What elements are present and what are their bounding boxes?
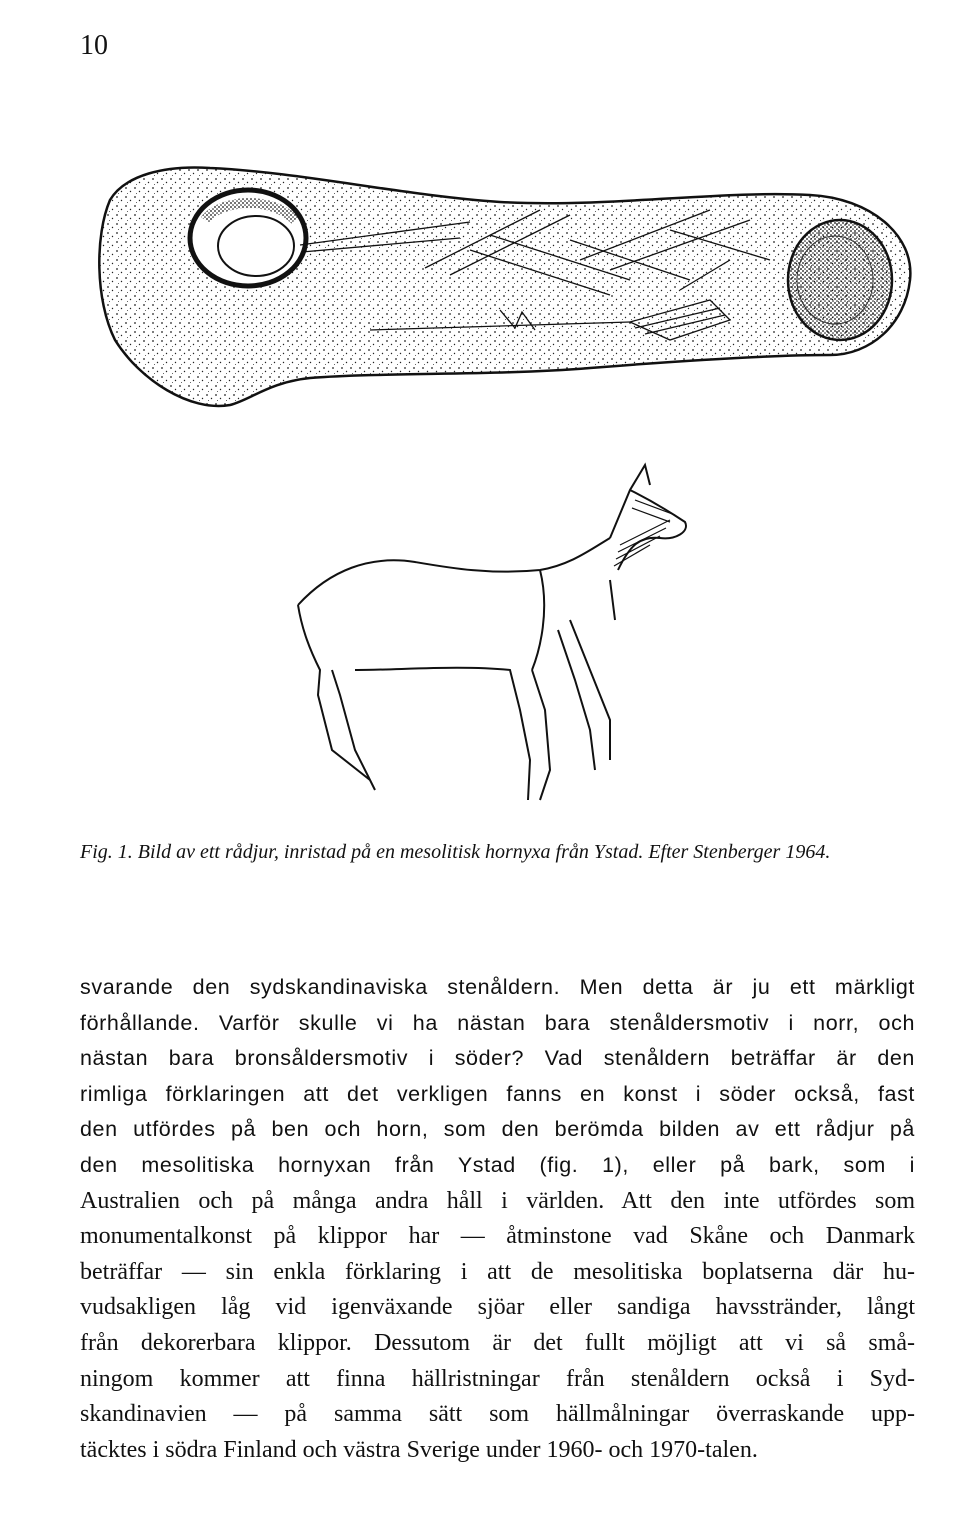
body-line: den utfördes på ben och horn, som den berömda bilden av ett rådjur på [80,1117,915,1142]
roe-deer-drawing [298,465,686,800]
figure-illustration [70,150,930,830]
body-text [80,970,915,1468]
body-line: vudsakligen låg vid igenväxande sjöar eller sandiga havsstränder, långt [80,1294,915,1321]
figure-caption: Fig. 1. Bild av ett rådjur, inristad på en mesolitisk hornyxa från Ystad. Efter Stenberger 1964. [80,841,831,863]
body-line: rimliga förklaringen att det verkligen fanns en konst i söder också, fast [80,1081,915,1106]
body-line: ningom kommer att finna hällristningar från stenåldern också i Syd- [80,1365,915,1392]
page-number: 10 [80,30,108,61]
body-line: monumentalkonst på klippor har — åtminstone vad Skåne och Danmark [80,1223,915,1250]
body-line: svarande den sydskandinaviska stenåldern. Men detta är ju ett märkligt [80,975,915,999]
body-line: den mesolitiska hornyxan från Ystad (fig. 1), eller på bark, som i [80,1152,915,1177]
body-line: beträffar — sin enkla förklaring i att de mesolitiska boplatserna där hu- [80,1258,915,1285]
antler-axe-drawing [99,167,910,405]
body-line: täcktes i södra Finland och västra Sverige under 1960- och 1970-talen. [80,1436,758,1463]
body-line: förhållande. Varför skulle vi ha nästan bara stenåldersmotiv i norr, och [80,1010,915,1035]
body-line: Australien och på många andra håll i världen. Att den inte utfördes som [80,1187,915,1214]
body-line: nästan bara bronsåldersmotiv i söder? Vad stenåldern beträffar är den [80,1046,915,1071]
body-line: från dekorerbara klippor. Dessutom är det fullt möjligt att vi så små- [80,1329,915,1356]
body-line: skandinavien — på samma sätt som hällmålningar överraskande upp- [80,1401,915,1428]
